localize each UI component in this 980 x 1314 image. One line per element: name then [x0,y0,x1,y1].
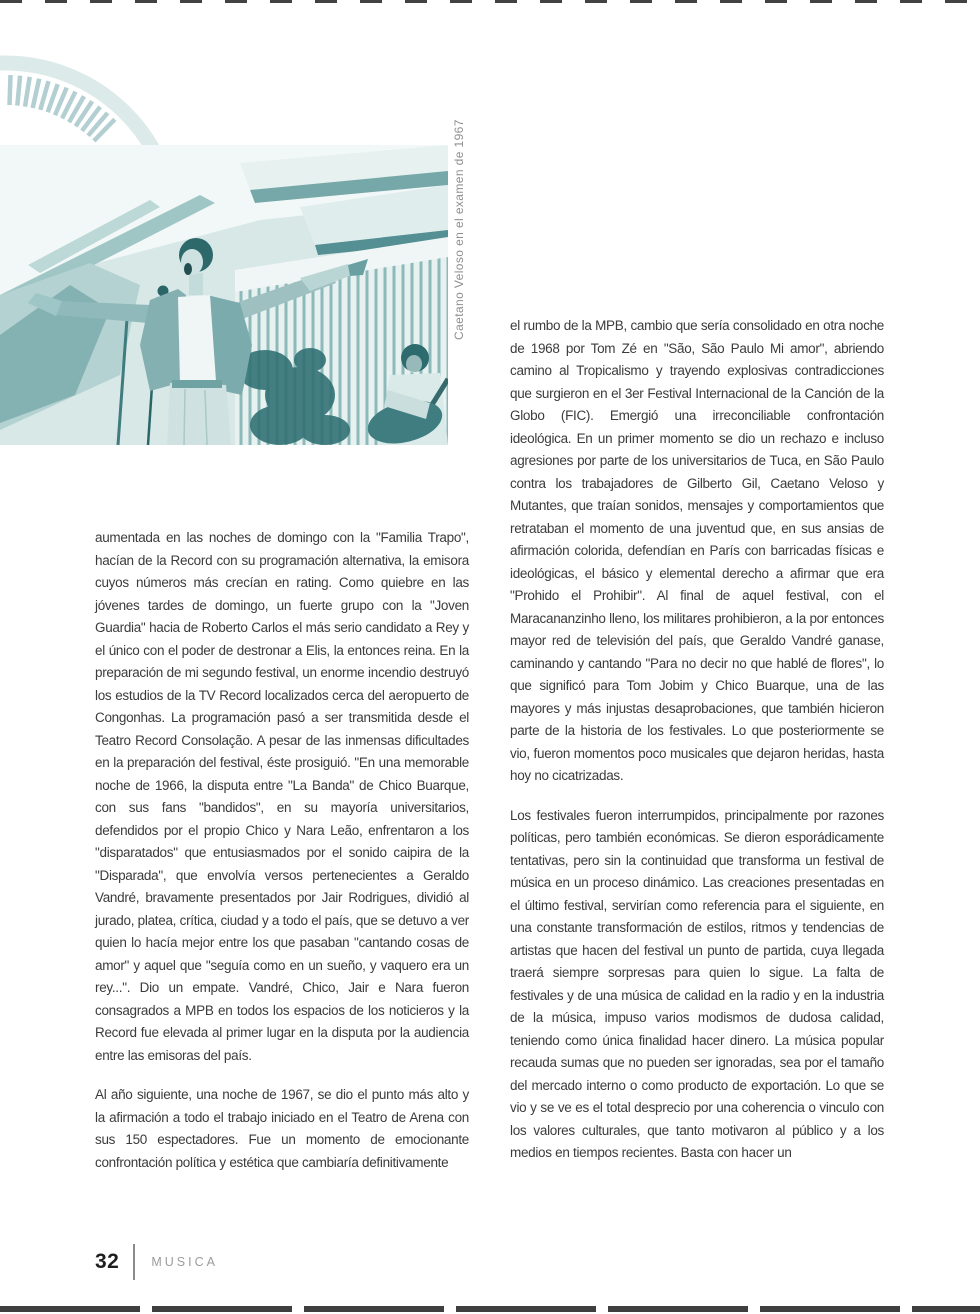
text-column-right [510,315,884,1182]
singer-neck [189,273,203,295]
photo-image [0,145,448,445]
page-number: 32 [95,1250,120,1273]
paragraph: Al año siguiente, una noche de 1967, se dio el punto más alto y la afirmación a todo el trabajo iniciado en el Teatro de Arena con sus 150 espectadores. Fue un momento de emocionante confrontación política y estética que cambiaría definitivamente [95,1087,469,1170]
paragraph: aumentada en las noches de domingo con la "Familia Trapo", hacían de la Record con su programación alternativa, la emisora cuyos números más crecían en rating. Como quiebre en las jóvenes tardes de domingo, un fuerte grupo con la "Joven Guardia" hacia de Roberto Carlos el más serio candidato a Rey y el único con el poder de destronar a Elis, la entonces reina. En la preparación de mi segundo festival, un enorme incendio destruyó los estudios de la TV Record localizados cerca del aeropuerto de Congonhas. La programación pasó a ser transmitida desde el Teatro Record Consolação. A pesar de las inmensas dificultades en la preparación del festival, éste prosiguió. "En una memorable noche de 1966, la disputa entre "La Banda" de Chico Buarque, con sus fans "bandidos", en su mayoría universitarios, defendidos por el propio Chico y Nara Leão, enfrentaron a los "disparatados" que entusiasmados por el sonido caipira de la "Disparada", que envolvía versos pertenecientes a Geraldo Vandré, bravamente presentados por Jair Rodrigues, dividió al jurado, platea, crítica, ciudad y a todo el país, que se detuvo a ver quien lo hacía mejor entre los que pasaban "cantando cosas de amor" y aquel que "seguía como en un sueño, y vaquero era un rey...". Dio un empate. Vandré, Chico, Jair e Nara fueron consagrados a MPB en todos los espacios de los noticieros y la Record fue elevada al primer lugar en la disputa por la audiencia entre las emisoras del país. [95,530,469,1063]
text-column-left [95,527,469,1191]
photo-caption: Caetano Veloso en el examen de 1967 [452,119,466,340]
section-label: MUSICA [151,1255,218,1269]
paragraph: el rumbo de la MPB, cambio que sería consolidado en otra noche de 1968 por Tom Zé en "São, São Paulo Mi amor", abriendo camino al Tropicalismo y trayendo explosivas contradicciones que surgieron en el 3er Festival Internacional de la Canción de la Globo (FIC). Emergió una irreconciliable confrontación ideológica. En un primer momento se dio un rechazo e incluso agresiones por parte de los universitarios de Tuca, en São Paulo contra los trabajadores de Gilberto Gil, Caetano Veloso y Mutantes, que traían sonidos, mensajes y comportamientos que retrataban el momento de una juventud que, en sus ansias de afirmación colorida, defendían en París con barricadas físicas e ideológicas, el básico y elemental derecho a afirmar que era "Prohido el Prohibir". Al final de aquel festival, con el Maracananzinho lleno, los militares prohibieron, a la por entonces mayor red de televisión del país, que Geraldo Vandré ganase, caminando y cantando "Para no decir no que hablé de flores", lo que significó para Tom Jobim y Chico Buarque, una de las mayores y más injustas desaprobaciones, que también hicieron parte de la historia de los festivales. Lo que posteriormente se vio, fueron momentos poco musicales que dejaron heridas, hasta hoy no cicatrizadas. [510,318,884,783]
singer-trousers [167,383,231,445]
singer-belt [172,380,222,388]
bottom-edge-line [0,1306,980,1312]
footer-separator [133,1244,135,1280]
singer-mouth [184,263,192,275]
singer-shirt [178,295,216,384]
photo-caetano-veloso [0,145,448,445]
sunburst-graphic [0,0,260,145]
page-footer [95,1242,218,1282]
paragraph: Los festivales fueron interrumpidos, principalmente por razones políticas, pero también económicas. Se dieron esporádicamente tentativas, pero sin la continuidad que transforma un festival de música en un proceso dinámico. Las creaciones presentadas en el último festival, servirían como referencia para el siguiente, en una constante transformación de estilos, ritmos y tendencias de artistas que hacen del festival un punto de partida, cuya llegada traerá siempre sorpresas para quien lo sigue. La falta de festivales y de una música de calidad en la radio y en la industria de la música, impuso varios modismos de dudosa calidad, teniendo como única finalidad hacer dinero. La música popular recauda sumas que no pueden ser ignoradas, sea por el tamaño del mercado interno o como producto de exportación. Lo que se vio y se ve es el total desprecio por una coherencia o vinculo con los valores culturales, que tanto motivaron al público y a los medios en tiempos recientes. Basta con hacer un [510,807,884,1160]
